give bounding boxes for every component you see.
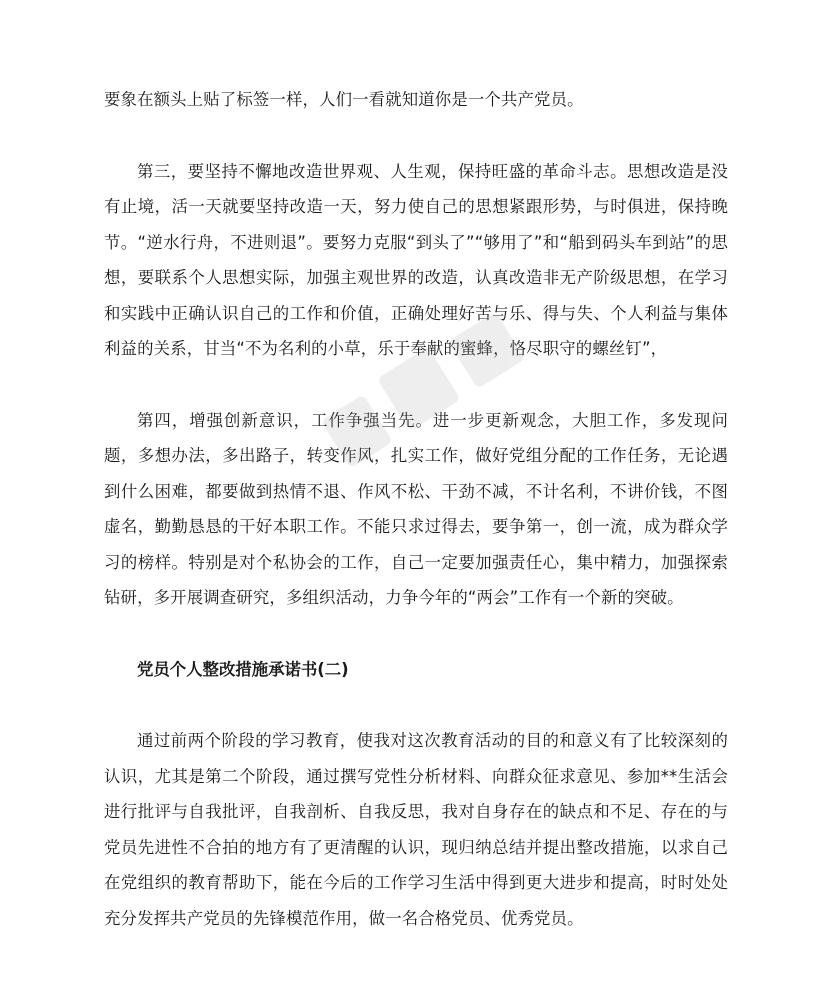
paragraph-continuation: 要象在额头上贴了标签一样，人们一看就知道你是一个共产党员。 — [104, 90, 584, 109]
paragraph-intro: 通过前两个阶段的学习教育，使我对这次教育活动的目的和意义有了比较深刻的认识，尤其是第二个阶段，通过撰写党性分析材料、向群众征求意见、参加**生活会进行批评与自我批评，自我剖析、自我反思，我对自身存在的缺点和不足、存在的与党员先进性不合拍的地方有了更清醒的认识，现归纳总结并提出整改措施，以求自己在党组织的教育帮助下，能在今后的工作学习生活中得到更大进步和提高，时时处处充分发挥共产党员的先锋模范作用，做一名合格党员、优秀党员。 — [104, 731, 728, 928]
section-heading: 党员个人整改措施承诺书(二) — [137, 659, 349, 679]
paragraph-spacer — [104, 687, 728, 723]
paragraph-spacer — [104, 616, 728, 652]
paragraph-spacer — [104, 367, 728, 403]
document-body — [104, 82, 728, 936]
paragraph-third-point: 第三，要坚持不懈地改造世界观、人生观，保持旺盛的革命斗志。思想改造是没有止境，活一天就要坚持改造一天，努力使自己的思想紧跟形势，与时俱进，保持晚节。“逆水行舟，不进则退”。要努力克服“到头了”“够用了”和“船到码头车到站”的思想，要联系个人思想实际，加强主观世界的改造，认真改造非无产阶级思想，在学习和实践中正确认识自己的工作和价值，正确处理好苦与乐、得与失、个人利益与集体利益的关系，甘当“不为名利的小草，乐于奉献的蜜蜂，恪尽职守的螺丝钉”， — [104, 161, 728, 358]
paragraph-fourth-point: 第四，增强创新意识，工作争强当先。进一步更新观念，大胆工作，多发现问题，多想办法，多出路子，转变作风，扎实工作，做好党组分配的工作任务，无论遇到什么困难，都要做到热情不退、作风不松、干劲不减，不计名利，不讲价钱，不图虚名，勤勤恳恳的干好本职工作。不能只求过得去，要争第一，创一流，成为群众学习的榜样。特别是对个私协会的工作，自己一定要加强责任心，集中精力，加强探索钻研，多开展调查研究，多组织活动，力争今年的“两会”工作有一个新的突破。 — [104, 410, 728, 607]
paragraph-spacer — [104, 118, 728, 154]
